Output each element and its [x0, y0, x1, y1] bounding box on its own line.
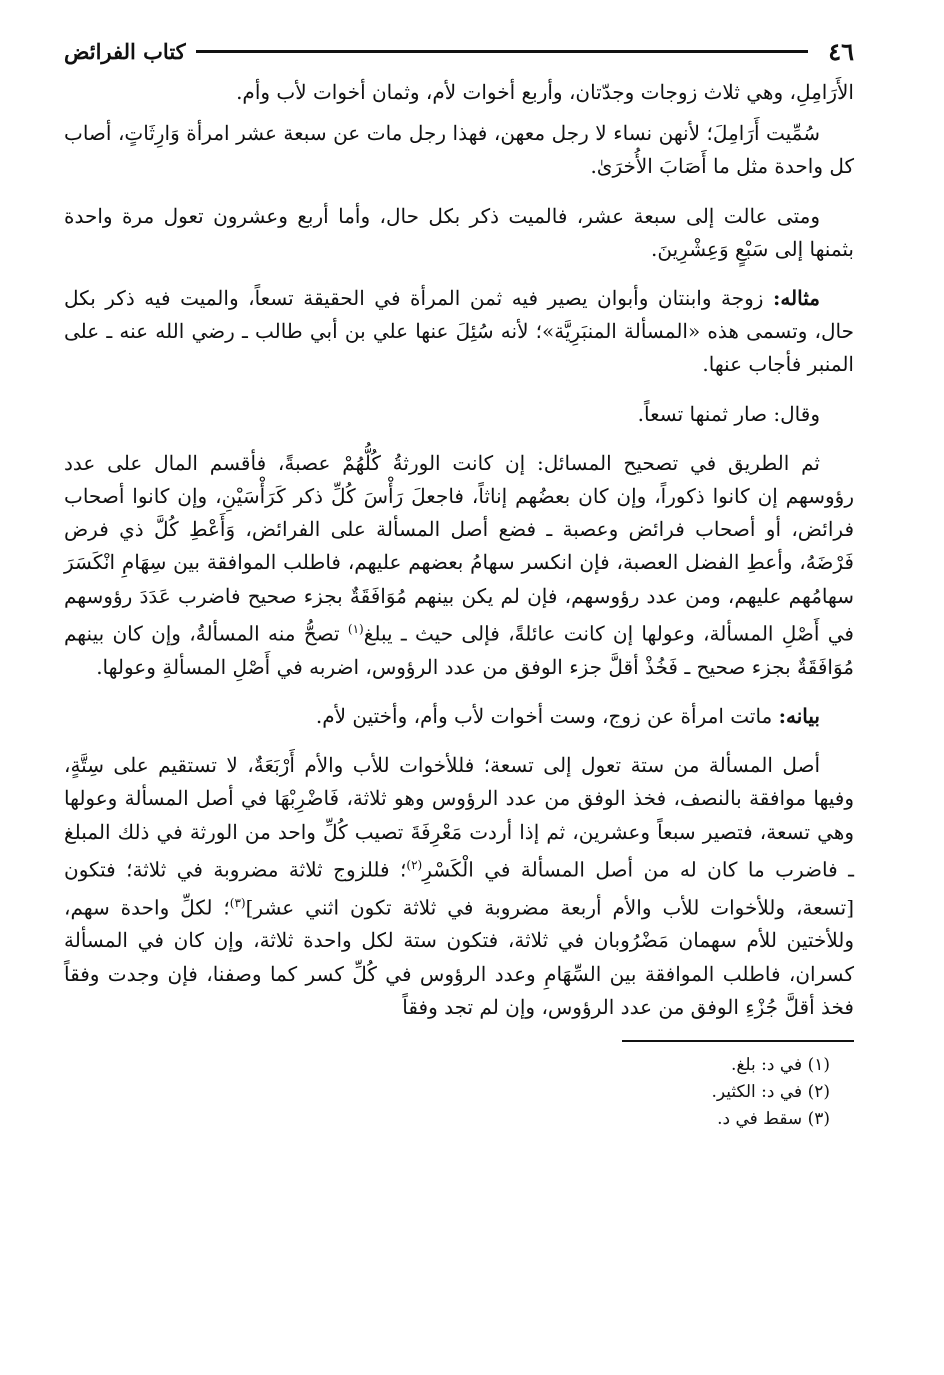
- paragraph-text: ؛ لكلِّ واحدة سهم، وللأختين للأم سهمان مَضْرُوبان في ثلاثة، فتكون ستة لكل واحدة ثلاثة، وإن كان في المسألة كسران، فاطلب الموافقة بين السِّهَامِ وعدد الرؤوس في كُلِّ كسر كما وصفنا، فإن وجدت وفقاً فخذ أقلَّ جُزْءِ الوفق من عدد الرؤوس، وإن لم تجد وفقاً: [64, 895, 854, 1019]
- footnote-rule: [622, 1040, 854, 1042]
- paragraph-lead: بيانه:: [778, 703, 820, 728]
- paragraph-3: [64, 200, 854, 266]
- footnote-ref: (١): [347, 621, 364, 636]
- paragraph-text: زوجة وابنتان وأبوان يصير فيه ثمن المرأة في الحقيقة تسعاً، والميت فيه ذكر بكل حال، وتسمى هذه «المسألة المنبَرِيَّة»؛ لأنه سُئِلَ عنها علي بن أبي طالب ـ رضي الله عنه ـ على المنبر فأجاب عنها.: [64, 286, 854, 377]
- paragraph-text: ؛ فللزوج ثلاثة مضروبة في ثلاثة؛ فتكون [تسعة، وللأخوات للأب والأم أربعة مضروبة في ثلاثة تكون اثني عشر]: [64, 857, 854, 920]
- paragraph-text: ماتت امرأة عن زوج، وست أخوات لأب وأم، وأختين لأم.: [315, 703, 779, 728]
- paragraph-1: [64, 76, 854, 109]
- paragraph-2: [64, 117, 854, 183]
- paragraph-text: ومتى عالت إلى سبعة عشر، فالميت ذكر بكل حال، وأما أربع وعشرون تعول مرة واحدة بثمنها إلى سَبْعٍ وَعِشْرِينَ.: [64, 203, 854, 261]
- header-rule: [196, 50, 809, 53]
- paragraph-lead: مثاله:: [772, 286, 820, 311]
- paragraph-5: [64, 398, 854, 431]
- paragraph-text: أصل المسألة من ستة تعول إلى تسعة؛ فللأخوات للأب والأم أَرْبَعَةٌ، لا تستقيم على سِتَّةٍ، وفيها موافقة بالنصف، فخذ الوفق من عدد الرؤوس وهو ثلاثة، فَاضْرِبْهَا في أصل المسألة وعولها وهي تسعة، فتصير سبعاً وعشرين، ثم إذا أردت مَعْرِفَةَ تصيب كُلِّ واحد من الورثة في ذلك المبلغ ـ فاضرب ما كان له من أصل المسألة في الْكَسْرِ: [64, 753, 854, 882]
- footnote-ref: (٣): [229, 895, 246, 910]
- paragraph-7: [64, 700, 854, 733]
- footnote: (٢) في د: الكثير.: [711, 1082, 830, 1103]
- page: [64, 30, 854, 1133]
- paragraph-text: تصحُّ منه المسألةُ، وإن كان بينهم مُوَافَقَةٌ بجزء صحيح ـ فَخُذْ أقلَّ جزء الوفق من عدد الرؤوس، اضربه في أَصْلِ المسألةِ وعولها.: [64, 621, 854, 679]
- paragraph-8: [64, 749, 854, 1024]
- running-head: [64, 30, 854, 72]
- footnotes: [64, 1052, 854, 1133]
- body-text: [64, 76, 854, 1024]
- paragraph-4: [64, 282, 854, 382]
- page-number: ٤٦: [828, 36, 854, 66]
- footnote: (١) في د: بلغ.: [730, 1055, 830, 1076]
- footnote: (٣) سقط في د.: [717, 1109, 830, 1130]
- paragraph-text: الأَرَامِلِ، وهي ثلاث زوجات وجدّتان، وأربع أخوات لأم، وثمان أخوات لأب وأم.: [236, 80, 854, 104]
- book-title: كتاب الفرائض: [64, 38, 186, 64]
- paragraph-text: وقال: صار ثمنها تسعاً.: [637, 401, 820, 426]
- paragraph-6: [64, 447, 854, 684]
- paragraph-text: سُمِّيت أَرَامِلَ؛ لأنهن نساء لا رجل معهن، فهذا رجل مات عن سبعة عشر امرأة وَارِثَاتٍ، أصاب كل واحدة مثل ما أَصَابَ الأُخرَىٰ.: [64, 121, 854, 179]
- paragraph-text: ثم الطريق في تصحيح المسائل: إن كانت الورثةُ كُلُّهُمْ عصبةً، فأقسم المال على عدد رؤوسهم إن كانوا ذكوراً، وإن كان بعضُهم إناثاً، فاجعلَ رَأْسَ كُلِّ ذكر كَرَأْسَيْنِ، وإن كانوا أصحاب فرائض، أو أصحاب فرائض وعصبة ـ فضع أصل المسألة على الفرائض، وَأَعْطِ كُلَّ ذي فرض فَرْضَهُ، وأعطِ الفضل العصبة، فإن انكسر سهامُ بعضهم عليهم، فاطلب الموافقة بين سِهَامِ انْكَسَرَ سهامُهم عليهم، ومن عدد رؤوسهم، فإن لم يكن بينهم مُوَافَقَةٌ بجزء صحيح فاضرب عَدَدَ رؤوسهم في أَصْلِ المسألة، وعولها إن كانت عائلةً، فإلى حيث ـ يبلغ: [64, 450, 854, 646]
- footnote-ref: (٢): [406, 857, 423, 872]
